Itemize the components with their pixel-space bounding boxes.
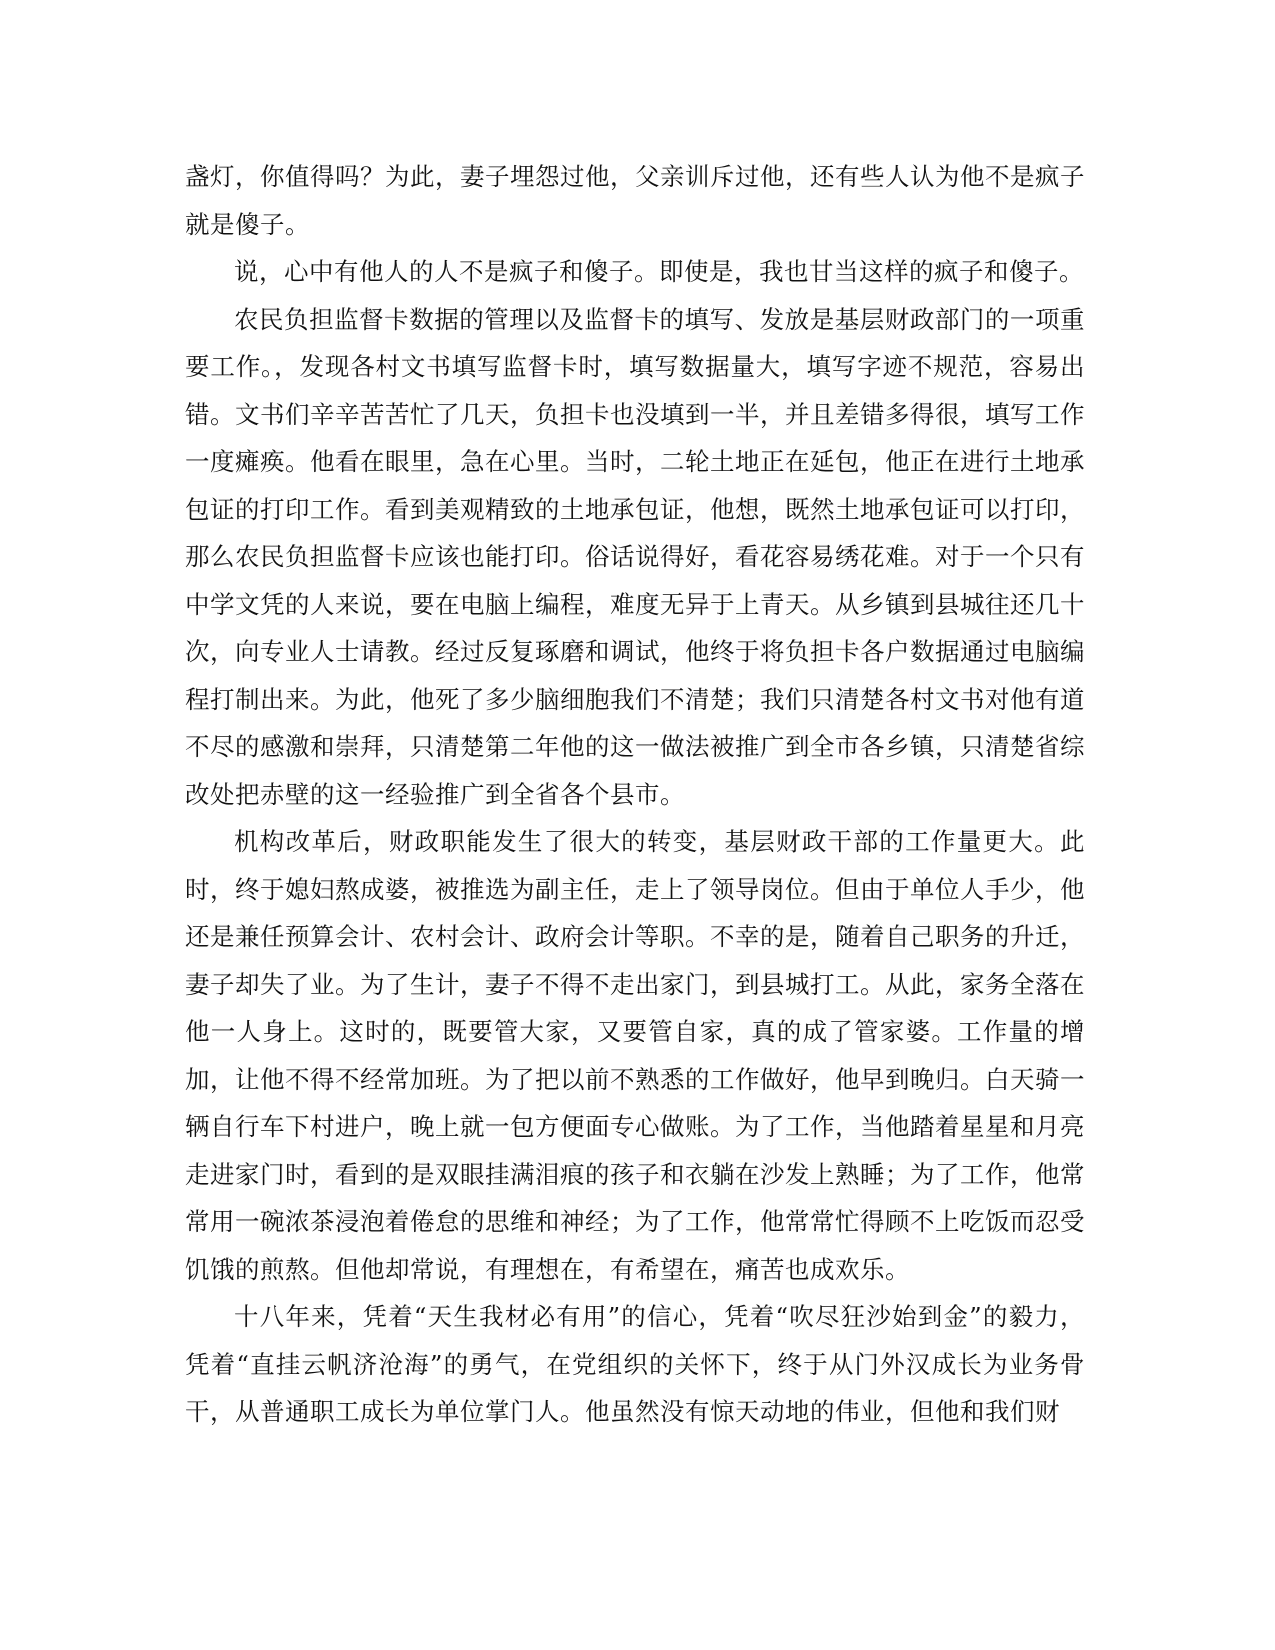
paragraph-4: 机构改革后，财政职能发生了很大的转变，基层财政干部的工作量更大。此时，终于媳妇熬成婆，被推选为副主任，走上了领导岗位。但由于单位人手少，他还是兼任预算会计、农村会计、政府会计等职。不幸的是，随着自己职务的升迁，妻子却失了业。为了生计，妻子不得不走出家门，到县城打工。从此，家务全落在他一人身上。这时的，既要管大家，又要管自家，真的成了管家婆。工作量的增加，让他不得不经常加班。为了把以前不熟悉的工作做好，他早到晚归。白天骑一辆自行车下村进户，晚上就一包方便面专心做账。为了工作，当他踏着星星和月亮走进家门时，看到的是双眼挂满泪痕的孩子和衣躺在沙发上熟睡；为了工作，他常常用一碗浓茶浸泡着倦怠的思维和神经；为了工作，他常常忙得顾不上吃饭而忍受饥饿的煎熬。但他却常说，有理想在，有希望在，痛苦也成欢乐。 — [185, 827, 1085, 1284]
document-body — [185, 153, 1085, 1436]
paragraph-5: 十八年来，凭着“天生我材必有用”的信心，凭着“吹尽狂沙始到金”的毅力，凭着“直挂云帆济沧海”的勇气，在党组织的关怀下，终于从门外汉成长为业务骨干，从普通职工成长为单位掌门人。他虽然没有惊天动地的伟业，但他和我们财 — [185, 1302, 1085, 1426]
paragraph-1: 盏灯，你值得吗？为此，妻子埋怨过他，父亲训斥过他，还有些人认为他不是疯子就是傻子。 — [185, 162, 1085, 239]
paragraph-2: 说，心中有他人的人不是疯子和傻子。即使是，我也甘当这样的疯子和傻子。 — [234, 257, 1084, 286]
paragraph-3: 农民负担监督卡数据的管理以及监督卡的填写、发放是基层财政部门的一项重要工作。，发现各村文书填写监督卡时，填写数据量大，填写字迹不规范，容易出错。文书们辛辛苦苦忙了几天，负担卡也没填到一半，并且差错多得很，填写工作一度瘫痪。他看在眼里，急在心里。当时，二轮土地正在延包，他正在进行土地承包证的打印工作。看到美观精致的土地承包证，他想，既然土地承包证可以打印，那么农民负担监督卡应该也能打印。俗话说得好，看花容易绣花难。对于一个只有中学文凭的人来说，要在电脑上编程，难度无异于上青天。从乡镇到县城往还几十次，向专业人士请教。经过反复琢磨和调试，他终于将负担卡各户数据通过电脑编程打制出来。为此，他死了多少脑细胞我们不清楚；我们只清楚各村文书对他有道不尽的感激和崇拜，只清楚第二年他的这一做法被推广到全市各乡镇，只清楚省综改处把赤壁的这一经验推广到全省各个县市。 — [185, 304, 1085, 809]
